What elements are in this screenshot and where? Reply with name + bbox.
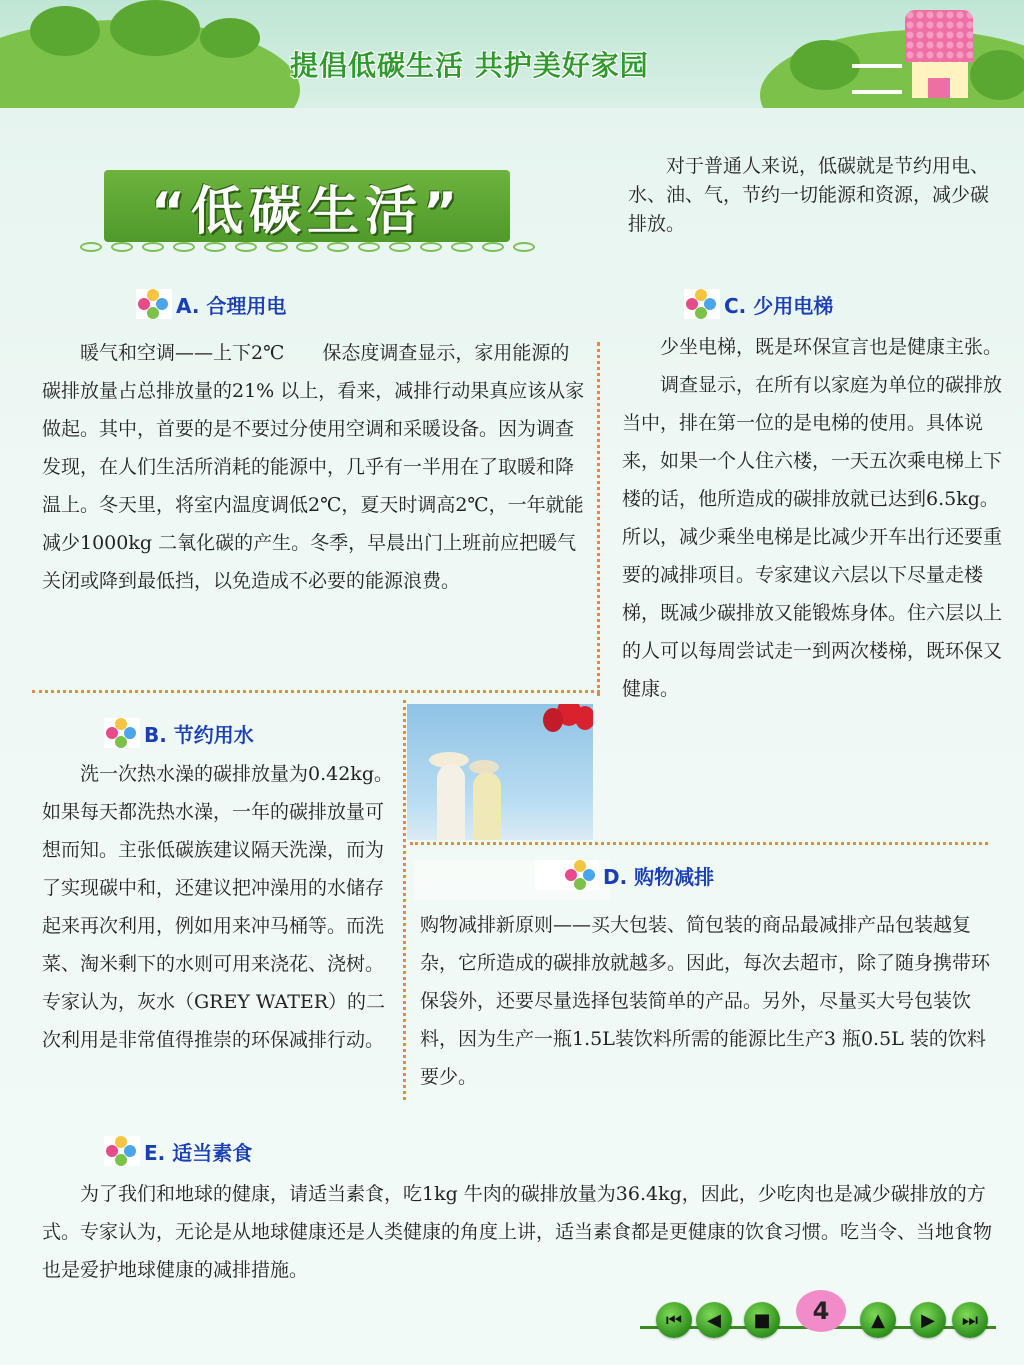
section-b-heading <box>104 718 254 748</box>
flower-icon <box>565 860 595 890</box>
section-d-heading <box>535 860 714 890</box>
intro-text <box>628 152 1000 239</box>
flower-icon <box>138 289 168 319</box>
section-c-paragraph-2: 调查显示，在所有以家庭为单位的碳排放当中，排在第一位的是电梯的使用。具体说来，如果一个人住六楼，一天五次乘电梯上下楼的话，他所造成的碳排放就已达到6.5kg。所以，减少乘坐电梯是比减少开车出行还要重要的减排项目。专家建议六层以下尽量走楼梯，既减少碳排放又能锻炼身体。住六层以上的人可以每周尝试走一到两次楼梯，既环保又健康。 <box>622 374 1003 700</box>
section-e-paragraph: 为了我们和地球的健康，请适当素食，吃1kg 牛肉的碳排放量为36.4kg，因此，少吃肉也是减少碳排放的方式。专家认为，无论是从地球健康还是人类健康的角度上讲，适当素食都是更健康的饮食习惯。吃当令、当地食物也是爱护地球健康的减排措施。 <box>42 1183 993 1281</box>
fence-decoration <box>852 64 902 94</box>
page-navigation <box>640 1290 1000 1346</box>
section-a-paragraph: 暖气和空调——上下2℃ 保态度调查显示，家用能源的碳排放量占总排放量的21% 以上，看来，减排行动果真应该从家做起。其中，首要的是不要过分使用空调和采暖设备。因为调查发现，在人们生活所消耗的能源中，几乎有一半用在了取暖和降温上。冬天里，将室内温度调低2℃，夏天时调高2℃，一年就能减少1000kg 二氧化碳的产生。冬季，早晨出门上班前应把暖气关闭或降到最低挡，以免造成不必要的能源浪费。 <box>42 342 585 592</box>
first-page-icon[interactable]: ⏮ <box>656 1302 692 1338</box>
flower-icon <box>106 1136 136 1166</box>
page-title-box <box>104 170 510 242</box>
last-page-icon[interactable]: ⏭ <box>952 1302 988 1338</box>
section-c-heading <box>684 289 833 319</box>
section-d-title: D. 购物减排 <box>603 864 715 889</box>
divider-horizontal-d <box>410 842 988 845</box>
section-b-title: B. 节约用水 <box>144 722 254 747</box>
section-e-body <box>42 1175 1002 1289</box>
balloon-photo <box>407 704 593 840</box>
header-banner <box>0 0 1024 108</box>
section-b-body <box>42 755 394 1059</box>
house-door-decoration <box>928 78 950 98</box>
section-b-paragraph: 洗一次热水澡的碳排放量为0.42kg。如果每天都洗热水澡，一年的碳排放量可想而知。主张低碳族建议隔天洗澡，而为了实现碳中和，还建议把冲澡用的水储存起来再次利用，例如用来冲马桶等。而洗菜、淘米剩下的水则可用来浇花、浇树。专家认为，灰水（GREY WATER）的二次利用是非常值得推崇的环保减排行动。 <box>42 763 393 1051</box>
banner-title: 提倡低碳生活 共护美好家园 <box>290 49 649 82</box>
section-d-paragraph: 购物减排新原则——买大包装、简包装的商品最减排产品包装越复杂，它所造成的碳排放就越多。因此，每次去超市，除了随身携带环保袋外，还要尽量选择包装简单的产品。另外，尽量买大号包装饮料，因为生产一瓶1.5L装饮料所需的能源比生产3 瓶0.5L 装的饮料要少。 <box>420 914 991 1088</box>
home-icon[interactable]: ▲ <box>860 1302 896 1338</box>
divider-horizontal-a <box>32 690 600 693</box>
section-a-body <box>42 334 587 600</box>
section-c-body <box>622 328 1002 708</box>
next-page-icon[interactable]: ▶ <box>910 1302 946 1338</box>
leaf-decoration-row <box>80 242 535 256</box>
flower-icon <box>106 718 136 748</box>
section-a-heading <box>136 289 286 319</box>
divider-vertical-a <box>597 342 600 696</box>
intro-paragraph: 对于普通人来说，低碳就是节约用电、水、油、气，节约一切能源和资源，减少碳排放。 <box>628 155 990 235</box>
flower-icon <box>686 289 716 319</box>
section-a-title: A. 合理用电 <box>176 293 287 318</box>
previous-page-icon[interactable]: ◀ <box>696 1302 732 1338</box>
section-c-title: C. 少用电梯 <box>724 293 834 318</box>
divider-vertical-b <box>403 700 406 1100</box>
stop-icon[interactable]: ■ <box>744 1302 780 1338</box>
section-e-heading <box>104 1136 252 1166</box>
section-e-title: E. 适当素食 <box>144 1140 253 1165</box>
section-c-paragraph-1: 少坐电梯，既是环保宣言也是健康主张。 <box>660 336 1003 358</box>
section-d-body <box>420 906 992 1096</box>
page-number: 4 <box>796 1290 846 1332</box>
page-title: “低碳生活” <box>150 181 464 242</box>
house-roof-decoration <box>905 10 973 62</box>
